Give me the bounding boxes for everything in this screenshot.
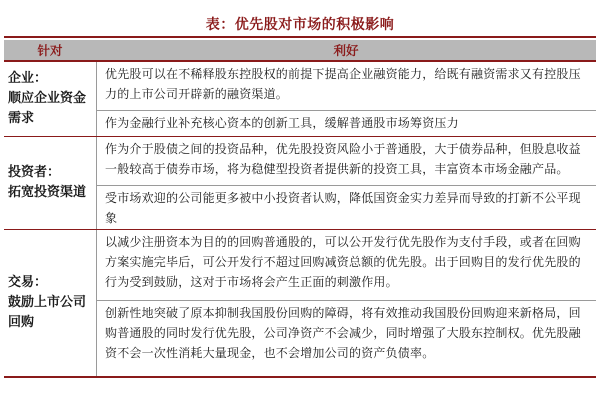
benefit-cell: 作为金融行业补充核心资本的创新工具，缓解普通股市场筹资压力 (96, 110, 596, 136)
benefit-cell: 创新性地突破了原本抑制我国股份回购的障碍，将有效推动我国股份回购迎来新格局，回购普通股的同时发行优先股，公司净资产不会减少，同时增强了大股东控制权。优先股融资不会一次性消耗大量现金，也不会增加公司的资产负债率。 (96, 300, 596, 376)
label-line: 鼓励上市公司 (8, 295, 87, 310)
title-rule (4, 36, 596, 38)
benefit-cell: 以减少注册资本为目的的回购普通股的，可以公开发行优先股作为支付手段，或者在回购方案实施完毕后，可公开发行不超过回购减资总额的优先股。出于回购目的发行优先股的行为受到鼓励，这对于市场将会产生正面的刺激作用。 (96, 230, 596, 300)
label-line: 回购 (8, 315, 35, 330)
label-line: 交易： (8, 275, 48, 290)
label-line: 企业： (8, 71, 48, 86)
group-label (4, 230, 96, 376)
group-cells (96, 62, 596, 136)
label-line: 拓宽投资渠道 (8, 185, 87, 200)
benefit-cell: 作为介于股债之间的投资品种，优先股投资风险小于普通股，大于债券品种，但股息收益一般较高于债券市场，将为稳健型投资者提供新的投资工具，丰富资本市场金融产品。 (96, 137, 596, 185)
benefit-cell: 优先股可以在不稀释股东控股权的前提下提高企业融资能力，给既有融资需求又有控股压力的上市公司开辟新的融资渠道。 (96, 62, 596, 110)
group-cells (96, 137, 596, 229)
row-group-transaction (4, 230, 596, 376)
group-cells (96, 230, 596, 376)
benefit-cell: 受市场欢迎的公司能更多被中小投资者认购，降低国资金实力差异而导致的打新不公平现象 (96, 185, 596, 229)
bottom-rule (4, 376, 596, 378)
label-line: 顺应企业资金 (8, 91, 87, 106)
label-line: 投资者： (8, 165, 61, 180)
group-label (4, 137, 96, 229)
header-target: 针对 (37, 43, 63, 58)
label-line: 需求 (8, 111, 35, 126)
header-benefit: 利好 (333, 43, 359, 58)
table-title: 表：优先股对市场的积极影响 (205, 17, 395, 33)
row-group-investor (4, 137, 596, 229)
row-group-enterprise (4, 62, 596, 136)
group-label (4, 62, 96, 136)
table-header (4, 40, 596, 60)
